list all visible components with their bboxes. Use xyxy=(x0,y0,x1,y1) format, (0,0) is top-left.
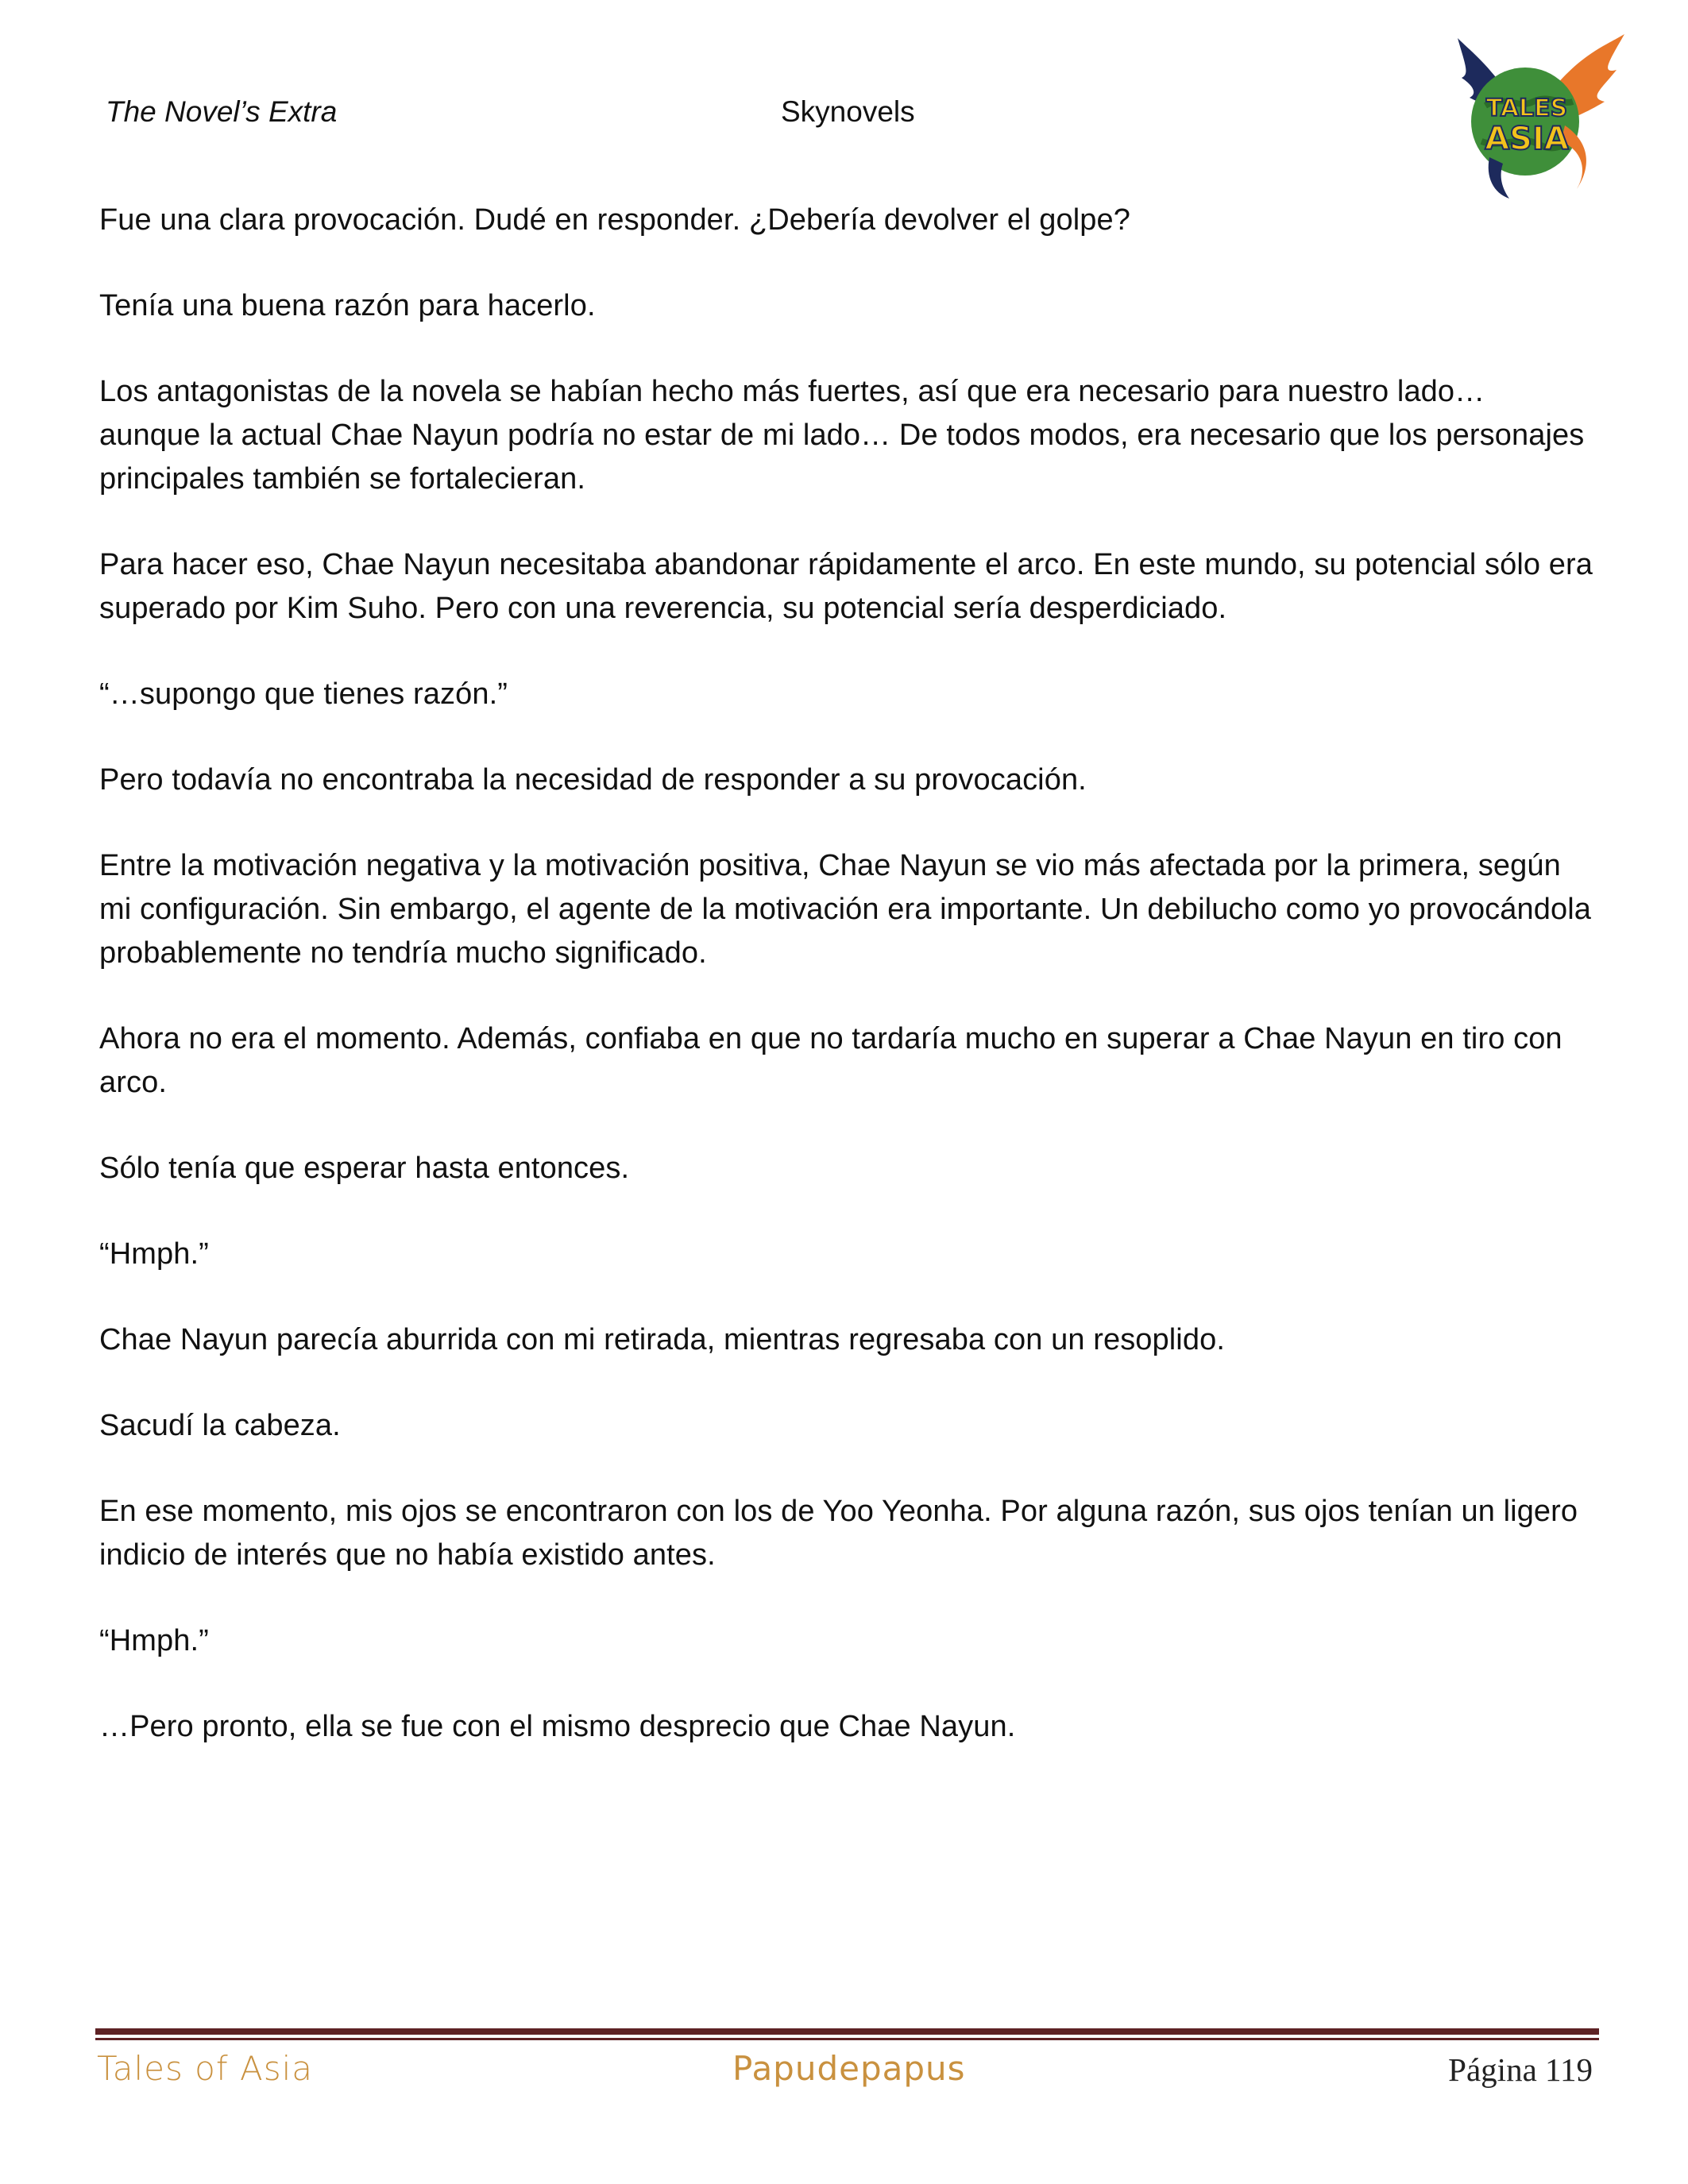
logo-text-asia: ASIA xyxy=(1485,121,1569,157)
header-site-name: Skynovels xyxy=(781,95,915,128)
paragraph: “Hmph.” xyxy=(99,1624,209,1657)
paragraph: Chae Nayun parecía aburrida con mi retirada, mientras regresaba con un resoplido. xyxy=(99,1323,1225,1356)
logo-text-tales: TALES xyxy=(1485,95,1568,122)
footer-divider-thick xyxy=(95,2028,1599,2035)
page-number: Página 119 xyxy=(1448,2051,1593,2088)
paragraph: Entre la motivación negativa y la motivación positiva, Chae Nayun se vio más afectada por la primera, según mi configuración. Sin embargo, el agente de la motivación era importante. Un debilucho como yo provocándola probablemente no tendría mucho significado. xyxy=(99,849,1591,970)
paragraph: Sacudí la cabeza. xyxy=(99,1409,341,1442)
chapter-body xyxy=(99,199,1593,1791)
paragraph: Ahora no era el momento. Además, confiaba en que no tardaría mucho en superar a Chae Nayun en tiro con arco. xyxy=(99,1022,1562,1099)
paragraph: “…supongo que tienes razón.” xyxy=(99,677,508,711)
footer-translator: Papudepapus xyxy=(732,2049,966,2088)
paragraph: Sólo tenía que esperar hasta entonces. xyxy=(99,1152,630,1185)
paragraph: Para hacer eso, Chae Nayun necesitaba abandonar rápidamente el arco. En este mundo, su potencial sólo era superado por Kim Suho. Pero con una reverencia, su potencial sería desperdiciado. xyxy=(99,548,1593,625)
paragraph: Los antagonistas de la novela se habían hecho más fuertes, así que era necesario para nuestro lado… aunque la actual Chae Nayun podría no estar de mi lado… De todos modos, era necesario que los personajes principales también se fortalecieran. xyxy=(99,375,1585,496)
paragraph: “Hmph.” xyxy=(99,1237,209,1271)
paragraph: …Pero pronto, ella se fue con el mismo desprecio que Chae Nayun. xyxy=(99,1710,1016,1743)
tales-of-asia-logo xyxy=(1430,30,1628,201)
footer-divider-thin xyxy=(95,2038,1599,2040)
header-book-title: The Novel’s Extra xyxy=(106,95,338,128)
paragraph: Pero todavía no encontraba la necesidad de responder a su provocación. xyxy=(99,763,1087,797)
paragraph: Fue una clara provocación. Dudé en responder. ¿Debería devolver el golpe? xyxy=(99,203,1130,237)
footer-publisher: Tales of Asia xyxy=(97,2049,314,2088)
paragraph: En ese momento, mis ojos se encontraron con los de Yoo Yeonha. Por alguna razón, sus ojos tenían un ligero indicio de interés que no había existido antes. xyxy=(99,1495,1578,1572)
paragraph: Tenía una buena razón para hacerlo. xyxy=(99,289,596,322)
